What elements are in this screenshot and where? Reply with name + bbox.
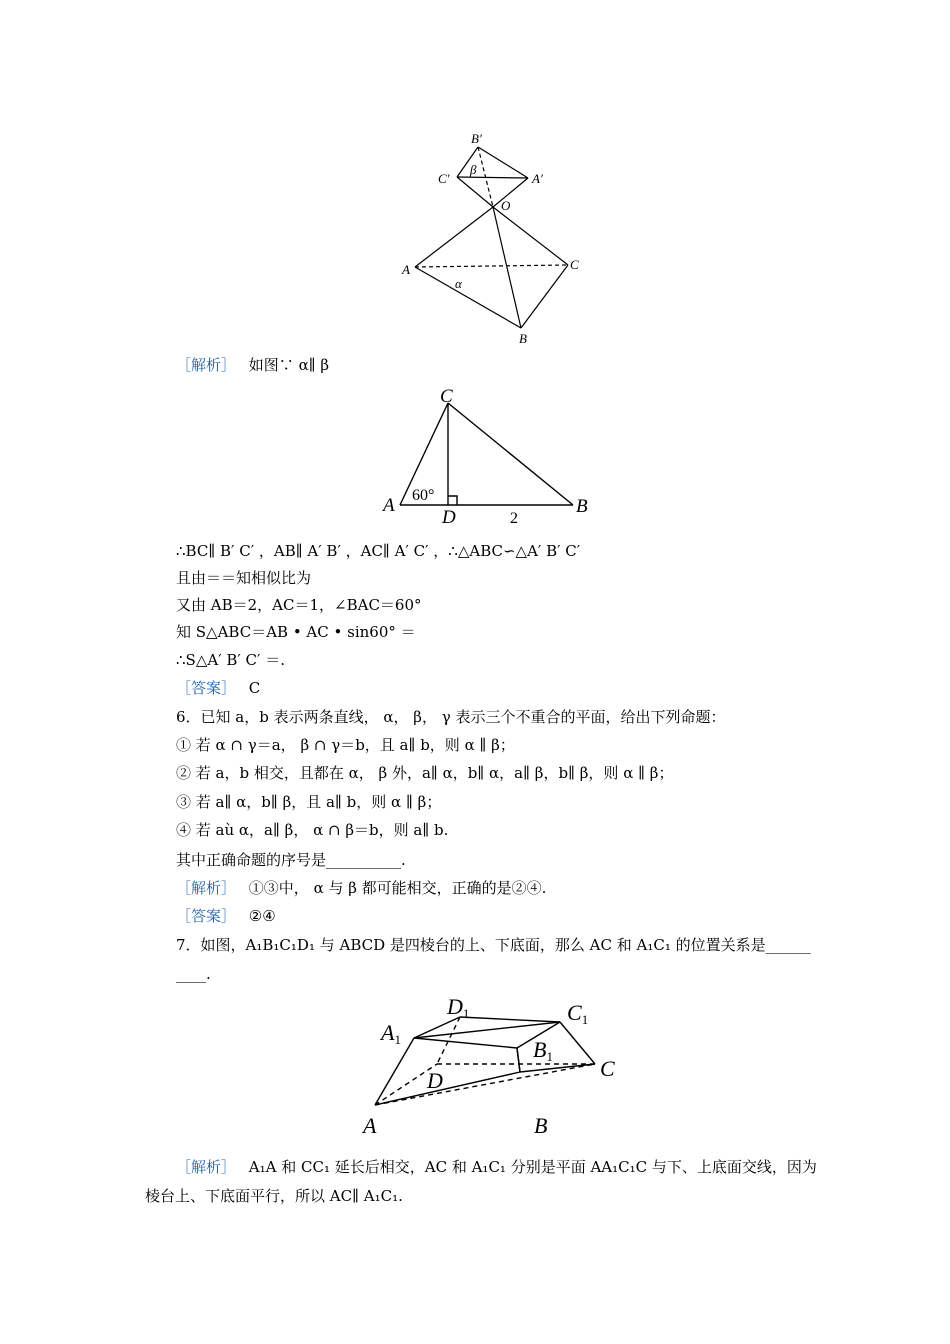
fig3-label-c: C (600, 1056, 615, 1081)
solution-line-5: ∴S△A′ B′ C′ ＝. (176, 651, 285, 669)
analysis-tag: ［解析］ (176, 356, 237, 374)
question-6-prop-1: ① 若 α ∩ γ＝a， β ∩ γ＝b，且 a∥ b，则 α ∥ β； (176, 736, 515, 754)
fig1-label-o: O (501, 198, 511, 213)
figure-frustum (355, 990, 635, 1140)
figure-right-triangle (378, 383, 598, 528)
fig2-label-length: 2 (510, 510, 518, 527)
fig3-label-c1: C1 (567, 1000, 589, 1027)
fig3-label-d1: D1 (447, 994, 470, 1021)
answer-text: C (248, 679, 261, 697)
fig1-label-a: A (402, 262, 410, 277)
fig1-label-c: C (570, 257, 579, 272)
fig1-label-a1: A′ (532, 171, 543, 186)
analysis-text: ①③中， α 与 β 都可能相交，正确的是②④. (248, 879, 547, 897)
question-7-stem-continued: ____. (176, 965, 211, 983)
analysis-3 (176, 1157, 817, 1177)
analysis-text: 如图∵ α∥ β (248, 356, 330, 374)
solution-line-1: ∴BC∥ B′ C′ ，AB∥ A′ B′ ，AC∥ A′ C′ ，∴△ABC∽△A′ B′ C′ (176, 542, 581, 560)
fig1-label-b: B (519, 331, 527, 346)
analysis-tag: ［解析］ (176, 879, 237, 897)
fig1-label-alpha: α (455, 276, 462, 291)
question-6-stem: 6．已知 a，b 表示两条直线， α， β， γ 表示三个不重合的平面，给出下列命题： (176, 708, 726, 726)
analysis-text: A₁A 和 CC₁ 延长后相交，AC 和 A₁C₁ 分别是平面 AA₁C₁C 与下、上底面交线，因为 (248, 1158, 817, 1176)
solution-line-2: 且由＝＝知相似比为 (176, 569, 312, 587)
fig2-label-d: D (442, 507, 456, 528)
analysis-2 (176, 878, 546, 898)
analysis-tag: ［解析］ (176, 1158, 237, 1176)
question-6-prop-3: ③ 若 a∥ α，b∥ β，且 a∥ b，则 α ∥ β； (176, 793, 442, 811)
question-6-prop-2: ② 若 a，b 相交，且都在 α， β 外，a∥ α，b∥ α，a∥ β，b∥ β，则 α ∥ β； (176, 764, 674, 782)
fig3-label-a1: A1 (381, 1020, 401, 1047)
analysis-1 (176, 355, 329, 375)
solution-line-3: 又由 AB＝2，AC＝1，∠BAC＝60° (176, 596, 422, 614)
fig3-label-b: B (534, 1113, 548, 1138)
answer-tag: ［答案］ (176, 679, 237, 697)
answer-tag: ［答案］ (176, 907, 237, 925)
question-7-stem: 7．如图，A₁B₁C₁D₁ 与 ABCD 是四棱台的上、下底面，那么 AC 和 A₁C₁ 的位置关系是______ (176, 936, 811, 954)
solution-line-4: 知 S△ABC＝AB • AC • sin60° ＝ (176, 623, 416, 641)
answer-text: ②④ (248, 907, 276, 925)
answer-2 (176, 906, 276, 926)
question-6-ask: 其中正确命题的序号是__________. (176, 851, 406, 869)
analysis-3-continued: 棱台上、下底面平行，所以 AC∥ A₁C₁. (145, 1187, 403, 1205)
fig3-label-b1: B1 (533, 1037, 553, 1064)
fig1-label-b1: B′ (471, 131, 482, 146)
figure-two-planes (395, 130, 595, 350)
fig1-label-beta: β (470, 162, 477, 177)
fig2-label-a: A (383, 495, 395, 516)
fig3-label-d: D (427, 1068, 443, 1093)
fig2-label-angle: 60° (412, 487, 435, 504)
fig2-label-c: C (440, 386, 453, 407)
fig2-label-b: B (576, 496, 588, 517)
answer-1 (176, 678, 260, 698)
fig3-label-a: A (363, 1113, 377, 1138)
question-6-prop-4: ④ 若 aù α，a∥ β， α ∩ β＝b，则 a∥ b. (176, 821, 449, 839)
fig1-label-c1: C′ (438, 171, 450, 186)
